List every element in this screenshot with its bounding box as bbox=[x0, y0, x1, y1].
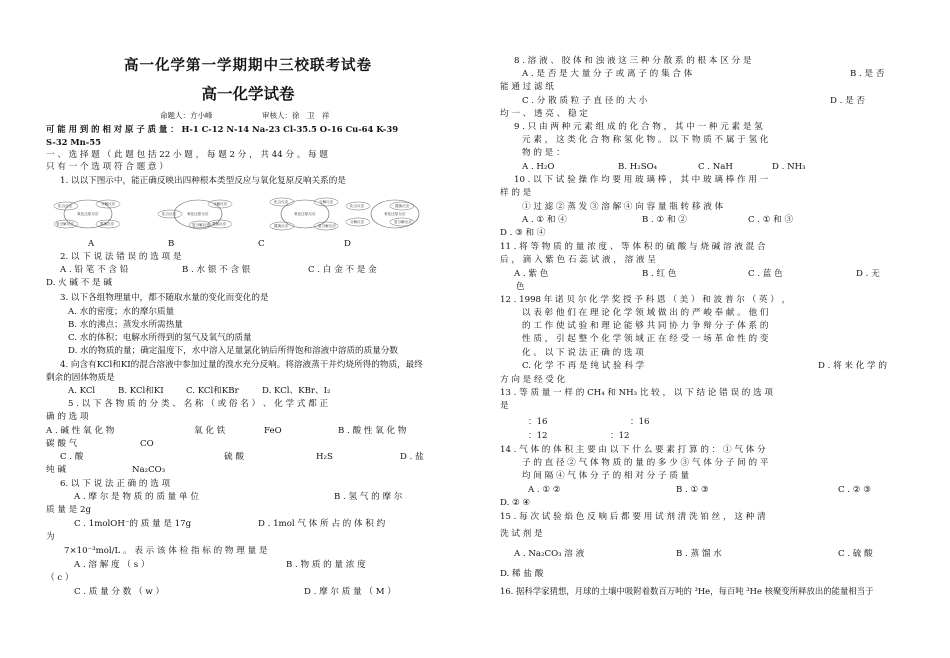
q8-stem: 8 . 溶 液 、 胶 体 和 浊 液 这 三 种 分 散 系 的 根 本 区 分 是 bbox=[514, 56, 752, 66]
q4-option-a: A. KCl bbox=[68, 386, 96, 396]
q12-stem-line1: 12 . 1998 年 诺 贝 尔 化 学 奖 授 予 科 恩 （ 美 ） 和 波 普 尔 （ 英 ） ， bbox=[500, 295, 791, 305]
q13-ratio-d: ：12 bbox=[610, 431, 630, 441]
svg-text:化合反应: 化合反应 bbox=[350, 204, 365, 208]
q14-stem-line2: 子 的 直 径 ② 气 体 物 质 的 量 的 多 少 ③ 气 体 分 子 间 的 平 bbox=[522, 458, 769, 468]
diagram-b bbox=[158, 200, 232, 229]
q9-stem-line2: 元 素 ， 这 类 化 合 物 称 氢 化 物 。 以 下 物 质 不 属 于 氢 化 bbox=[522, 135, 769, 145]
q8-option-b-line2: 能 通 过 滤 纸 bbox=[500, 82, 554, 92]
q8-option-d-line2: 均 一 、 透 亮 、 稳 定 bbox=[500, 109, 588, 119]
q2-stem: 2. 以 下 说 法 错 误 的 选 项 是 bbox=[60, 252, 182, 262]
q5-option-c-label: C . 酸 bbox=[60, 452, 84, 462]
q10-option-c: C . ① 和 ③ bbox=[748, 215, 794, 225]
q1-option-d: D bbox=[344, 239, 351, 249]
q10-stem-line1: 10 . 以 下 试 验 操 作 均 要 用 玻 璃 棒 ， 其 中 玻 璃 棒 作 用 一 bbox=[514, 175, 769, 185]
svg-text:复分解反应: 复分解反应 bbox=[394, 220, 412, 224]
svg-text:置换反应: 置换反应 bbox=[274, 224, 289, 228]
q13-stem-line2: 是 bbox=[500, 401, 509, 411]
q4-stem-line1: 4. 向含有KCl和KI的混合溶液中参加过量的溴水充分反响。将溶液蒸干并灼烧所得的物质，最终 bbox=[60, 360, 423, 370]
q5-option-b-name: 碳 酸 气 bbox=[46, 439, 78, 449]
q3-option-d: D. 水的物质的量；确定温度下，水中溶入足量氯化钠后所得饱和溶液中溶质的质量分数 bbox=[68, 346, 399, 356]
q11-stem-line2: 后 ， 滴 入 紫 色 石 蕊 试 液 ， 溶 液 呈 bbox=[500, 255, 656, 265]
section-heading-line2: 只 有 一 个 选 项 符 合 题 意 ） bbox=[46, 162, 168, 172]
q11-option-d-line2: 色 bbox=[516, 282, 525, 292]
svg-text:复分解反应: 复分解反应 bbox=[318, 224, 336, 228]
q12-option-d-line1: D . 将 来 化 学 的 bbox=[818, 361, 887, 371]
q7-option-d: D . 摩 尔 质 量 （ M ） bbox=[304, 587, 396, 597]
q11-option-a: A . 紫 色 bbox=[514, 269, 549, 279]
q4-stem-line2: 剩余的固体物质是 bbox=[46, 373, 115, 383]
diagram-c bbox=[270, 198, 338, 230]
svg-text:氧化还原反应: 氧化还原反应 bbox=[384, 212, 406, 216]
q3-option-a: A. 水的密度；水的摩尔质量 bbox=[68, 307, 175, 317]
q12-option-d-line2: 方 向 是 经 受 化 bbox=[500, 375, 566, 385]
q12-stem-line4: 性 质 ， 引 起 整 个 化 学 领 域 正 在 经 受 一 场 革 命 性 的 变 bbox=[522, 334, 769, 344]
q6-option-d-line2: 为 bbox=[46, 532, 55, 542]
q11-option-d-line1: D . 无 bbox=[856, 269, 880, 279]
q15-option-b: B . 蒸 馏 水 bbox=[676, 549, 722, 559]
q11-option-b: B . 红 色 bbox=[642, 269, 677, 279]
svg-text:氧化还原反应: 氧化还原反应 bbox=[294, 212, 316, 216]
q5-option-c-formula: H₂S bbox=[316, 452, 333, 462]
svg-text:化合反应: 化合反应 bbox=[58, 204, 73, 208]
q14-option-b: B . ① ③ bbox=[676, 485, 709, 495]
exam-subtitle: 高一化学试卷 bbox=[201, 85, 295, 103]
q5-option-a-label: A . 碱 性 氧 化 物 bbox=[46, 426, 115, 436]
q2-option-c: C . 白 金 不 是 金 bbox=[308, 265, 377, 275]
q10-items: ① 过 滤 ② 蒸 发 ③ 溶 解 ④ 向 容 量 瓶 转 移 液 体 bbox=[522, 202, 724, 212]
q12-stem-line3: 的 工 作 使 试 验 和 理 论 能 够 共 同 协 力 争 辩 分 子 体 系 的 bbox=[522, 321, 769, 331]
atomic-mass-line1: 可 能 用 到 的 相 对 原 子 质 量 ： H-1 C-12 N-14 Na-23 Cl-35.5 O-16 Cu-64 K-39 bbox=[46, 124, 399, 134]
svg-text:置换反应: 置换反应 bbox=[100, 222, 115, 226]
q1-option-b: B bbox=[168, 239, 175, 249]
q4-option-b: B. KCl和KI bbox=[118, 386, 164, 396]
q14-option-a: A . ① ② bbox=[528, 485, 561, 495]
q7-option-b-line2: （ c ） bbox=[46, 573, 74, 583]
q4-option-c: C. KCl和KBr bbox=[186, 386, 239, 396]
q5-option-d-name: 纯 碱 bbox=[46, 465, 66, 475]
svg-text:氧化还原反应: 氧化还原反应 bbox=[187, 212, 209, 216]
q5-option-c-name: 硫 酸 bbox=[224, 452, 244, 462]
q8-option-d-line1: D . 是 否 bbox=[830, 96, 866, 106]
q15-option-c: C . 硫 酸 bbox=[838, 549, 873, 559]
q7-option-c: C . 质 量 分 数 （ w ） bbox=[74, 587, 165, 597]
q5-option-d-label: D . 盐 bbox=[400, 452, 424, 462]
reviewer-label: 审核人：徐 卫 祥 bbox=[262, 111, 330, 120]
section-heading-line1: 一 、 选 择 题 （ 此 题 包 括 22 小 题 ， 每 题 2 分 ， 共 44 分 。 每 题 bbox=[46, 150, 328, 160]
q7-stem: 7×10⁻³mol/L 。 表 示 该 体 检 指 标 的 物 理 量 是 bbox=[64, 546, 268, 556]
q13-ratio-b: ：16 bbox=[630, 417, 650, 427]
q4-option-d: D. KCl、KBr、I₂ bbox=[262, 386, 331, 396]
q7-option-b: B . 物 质 的 量 浓 度 bbox=[286, 560, 366, 570]
diagram-a bbox=[54, 200, 120, 228]
q12-stem-line5: 化 。 以 下 说 法 正 确 的 选 项 bbox=[522, 348, 644, 358]
q3-option-b: B. 水的沸点；蒸发水所需热量 bbox=[68, 320, 183, 330]
svg-text:氧化还原反应: 氧化还原反应 bbox=[77, 212, 99, 216]
q10-stem-line2: 样 的 是 bbox=[500, 188, 532, 198]
svg-text:置换反应: 置换反应 bbox=[395, 204, 410, 208]
q5-option-a-name: 氧 化 铁 bbox=[194, 426, 226, 436]
q2-option-d: D. 火 碱 不 是 碱 bbox=[46, 278, 112, 288]
q9-option-a: A . H₂O bbox=[522, 162, 555, 172]
q5-stem-line2: 确 的 选 项 bbox=[46, 412, 89, 422]
q5-option-b-formula: CO bbox=[140, 439, 154, 449]
q3-stem: 3. 以下各组物理量中，都不随取水量的变化而变化的是 bbox=[60, 293, 269, 303]
q9-stem-line1: 9 . 只 由 两 种 元 素 组 成 的 化 合 物 ， 其 中 一 种 元 素 是 氢 bbox=[514, 122, 763, 132]
q9-option-d: D . NH₃ bbox=[772, 162, 806, 172]
q10-option-d: D . ③ 和 ④ bbox=[500, 228, 546, 238]
q15-option-a: A . Na₂CO₃ 溶 液 bbox=[514, 549, 585, 559]
q12-option-c: C. 化 学 不 再 是 纯 试 验 科 学 bbox=[522, 361, 645, 371]
q1-option-a: A bbox=[88, 239, 95, 249]
q6-option-c: C . 1molOH⁻的 质 量 是 17g bbox=[74, 519, 192, 529]
svg-text:分解反应: 分解反应 bbox=[350, 220, 365, 224]
svg-text:化合反应: 化合反应 bbox=[162, 212, 177, 216]
q11-option-c: C . 蓝 色 bbox=[748, 269, 783, 279]
q7-option-a: A . 溶 解 度 （ s ） bbox=[74, 560, 150, 570]
svg-text:复分解反应: 复分解反应 bbox=[56, 222, 74, 226]
q8-option-c: C . 分 散 质 粒 子 直 径 的 大 小 bbox=[522, 96, 648, 106]
q14-stem-line3: 均 间 隔 ④ 气 体 分 子 的 相 对 分 子 质 量 bbox=[522, 471, 690, 481]
svg-text:分解反应: 分解反应 bbox=[319, 200, 334, 204]
q11-stem-line1: 11 . 将 等 物 质 的 量 浓 度 、 等 体 积 的 硫 酸 与 烧 碱 溶 液 混 合 bbox=[500, 242, 766, 252]
q5-option-b-label: B . 酸 性 氧 化 物 bbox=[338, 426, 407, 436]
exam-title: 高一化学第一学期期中三校联考试卷 bbox=[124, 58, 372, 74]
diagram-d bbox=[346, 200, 419, 228]
q5-option-d-formula: Na₂CO₃ bbox=[132, 465, 166, 475]
q10-option-b: B . ① 和 ② bbox=[642, 215, 687, 225]
q15-stem-line2: 洗 试 剂 是 bbox=[500, 529, 543, 539]
q1-venn-diagrams bbox=[50, 194, 420, 234]
svg-text:分解反应: 分解反应 bbox=[101, 202, 116, 206]
q6-option-d-line1: D . 1mol 气 体 所 占 的 体 积 约 bbox=[258, 519, 386, 529]
q6-option-b-line1: B . 氢 气 的 摩 尔 bbox=[334, 492, 403, 502]
q9-option-b: B. H₂SO₄ bbox=[618, 162, 658, 172]
q14-option-d: D. ② ④ bbox=[500, 498, 531, 508]
svg-text:复分解反应: 复分解反应 bbox=[192, 223, 210, 227]
q2-option-a: A . 铅 笔 不 含 铅 bbox=[60, 265, 129, 275]
q5-option-a-formula: FeO bbox=[264, 426, 282, 436]
q1-stem: 1. 以以下图示中，能正确反映出四种根本类型反应与氧化复原反响关系的是 bbox=[60, 176, 346, 186]
q10-option-a: A . ① 和 ④ bbox=[522, 215, 567, 225]
q12-stem-line2: 以 表 彰 他 们 在 理 论 化 学 领 域 做 出 的 严 峻 奉 献 。 他 们 bbox=[522, 308, 769, 318]
q6-option-a: A . 摩 尔 是 物 质 的 质 量 单 位 bbox=[74, 492, 199, 502]
q6-stem: 6. 以 下 说 法 正 确 的 选 项 bbox=[60, 479, 171, 489]
q1-option-c: C bbox=[258, 239, 265, 249]
q6-option-b-line2: 质 量 是 2g bbox=[46, 505, 91, 515]
q13-ratio-c: ：12 bbox=[528, 431, 548, 441]
atomic-mass-line2: S-32 Mn-55 bbox=[46, 137, 101, 147]
q13-ratio-a: ：16 bbox=[528, 417, 548, 427]
q5-stem-line1: 5 . 以 下 各 物 质 的 分 类 、 名 称 （ 或 俗 名 ） 、 化 学 式 都 正 bbox=[68, 399, 329, 409]
q8-option-b-line1: B . 是 否 bbox=[850, 69, 885, 79]
q14-option-c: C . ② ③ bbox=[838, 485, 871, 495]
q2-option-b: B . 水 银 不 含 银 bbox=[182, 265, 251, 275]
q3-option-c: C. 水的体积；电解水所得到的氢气及氧气的质量 bbox=[68, 333, 252, 343]
q9-stem-line3: 物 的 是 ： bbox=[522, 148, 565, 158]
q16-stem: 16. 据科学家猜想，月球的土壤中吸附着数百万吨的 ³He，每百吨 ³He 核聚变所释放出的能量相当于 bbox=[500, 586, 874, 596]
svg-text:化合反应: 化合反应 bbox=[274, 200, 289, 204]
q13-stem-line1: 13 . 等 质 量 一 样 的 CH₄ 和 NH₃ 比 较 ， 以 下 结 论 错 误 的 选 项 bbox=[500, 388, 774, 398]
q15-stem-line1: 15 . 每 次 试 验 焰 色 反 响 后 都 要 用 试 剂 清 洗 铂 丝 ， 这 种 清 bbox=[500, 512, 766, 522]
svg-text:置换反应: 置换反应 bbox=[212, 222, 227, 226]
q8-option-a: A . 是 否 是 大 量 分 子 或 离 子 的 集 合 体 bbox=[522, 69, 693, 79]
svg-text:分解反应: 分解反应 bbox=[213, 202, 228, 206]
q9-option-c: C . NaH bbox=[698, 162, 733, 172]
author-label: 命题人：方小峰 bbox=[160, 111, 213, 120]
q14-stem-line1: 14 . 气 体 的 体 积 主 要 由 以 下 什 么 要 素 打 算 的 ： ① 气 体 分 bbox=[500, 445, 766, 455]
q15-option-d: D. 稀 盐 酸 bbox=[500, 569, 544, 579]
